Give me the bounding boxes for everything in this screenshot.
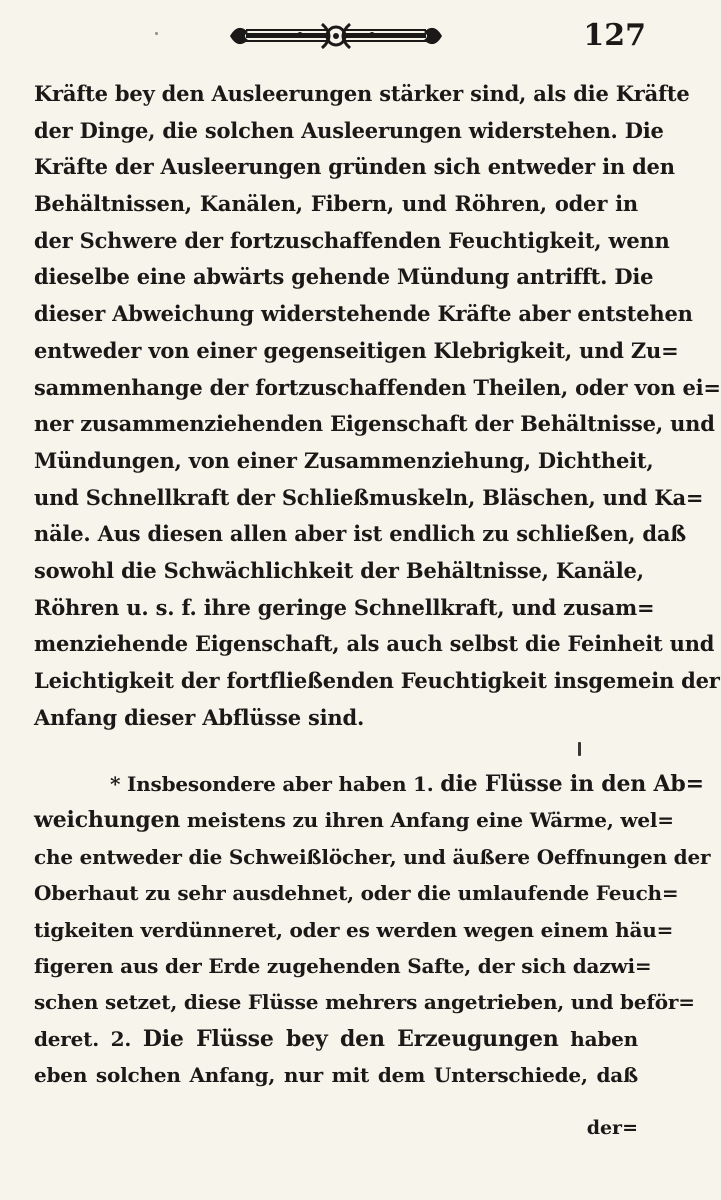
footnote-line: eben solchen Anfang, nur mit dem Unterschiede, daß (34, 1063, 638, 1088)
text-line: Leichtigkeit der fortfließenden Feuchtigkeit insgemein der (34, 668, 720, 693)
main-paragraph (34, 76, 721, 736)
text-line: Kräfte der Ausleerungen gründen sich entweder in den (34, 154, 675, 180)
catchword: der= (586, 1117, 638, 1139)
footnote-line: tigkeiten verdünneret, oder es werden wegen einem häu= (34, 917, 674, 942)
footnote-text: deret. 2. (34, 1026, 132, 1051)
ink-speck (578, 742, 581, 756)
ornament-icon (228, 18, 444, 54)
text-line: sammenhange der fortzuschaffenden Theilen, oder von ei= (34, 374, 721, 400)
text-line: menziehende Eigenschaft, als auch selbst die Feinheit und (34, 631, 715, 657)
footnote-emphasis: weichungen (34, 807, 181, 834)
footnote (34, 766, 711, 1094)
footnote-line: che entweder die Schweißlöcher, und äußere Oeffnungen der (34, 844, 711, 869)
text-line: Röhren u. s. f. ihre geringe Schnellkraft, und zusam= (34, 594, 655, 620)
footnote-line (34, 1021, 638, 1057)
footnote-line: Oberhaut zu sehr ausdehnet, oder die umlaufende Feuch= (34, 881, 679, 906)
footnote-emphasis: Die Flüsse bey den Erzeugungen (142, 1025, 559, 1052)
footnote-line (34, 802, 674, 838)
text-line: Mündungen, von einer Zusammenziehung, Dichtheit, (34, 447, 654, 473)
text-line: Anfang dieser Abflüsse sind. (34, 704, 365, 730)
text-line: näle. Aus diesen allen aber ist endlich zu schließen, daß (34, 521, 687, 547)
footnote-emphasis: die Flüsse in den Ab= (440, 771, 704, 797)
footnote-text: * Insbesondere aber haben 1. (110, 772, 434, 796)
text-line: und Schnellkraft der Schließmuskeln, Bläschen, und Ka= (34, 484, 704, 510)
footnote-line: figeren aus der Erde zugehenden Safte, der sich dazwi= (34, 953, 652, 978)
text-line: entweder von einer gegenseitigen Klebrigkeit, und Zu= (34, 337, 679, 363)
text-line: dieselbe eine abwärts gehende Mündung antrifft. Die (34, 264, 654, 290)
text-line: der Dinge, die solchen Ausleerungen widerstehen. Die (34, 117, 664, 143)
ink-speck (155, 32, 158, 35)
text-line: Behältnissen, Kanälen, Fibern, und Röhren, oder in (34, 191, 638, 217)
text-line: dieser Abweichung widerstehende Kräfte aber entstehen (34, 301, 693, 327)
footnote-line (34, 766, 704, 802)
page-number: 127 (583, 18, 646, 53)
text-line: sowohl die Schwächlichkeit der Behältnisse, Kanäle, (34, 557, 644, 583)
text-line: Kräfte bey den Ausleerungen stärker sind, als die Kräfte (34, 81, 690, 106)
footnote-text: haben (570, 1026, 639, 1051)
footnote-text: meistens zu ihren Anfang eine Wärme, wel= (186, 808, 674, 833)
text-line: ner zusammenziehenden Eigenschaft der Behältnisse, und (34, 411, 715, 437)
page-header (0, 0, 671, 70)
text-line: der Schwere der fortzuschaffenden Feuchtigkeit, wenn (34, 227, 670, 253)
footnote-line: schen setzet, diese Flüsse mehrers angetrieben, und beför= (34, 990, 695, 1015)
